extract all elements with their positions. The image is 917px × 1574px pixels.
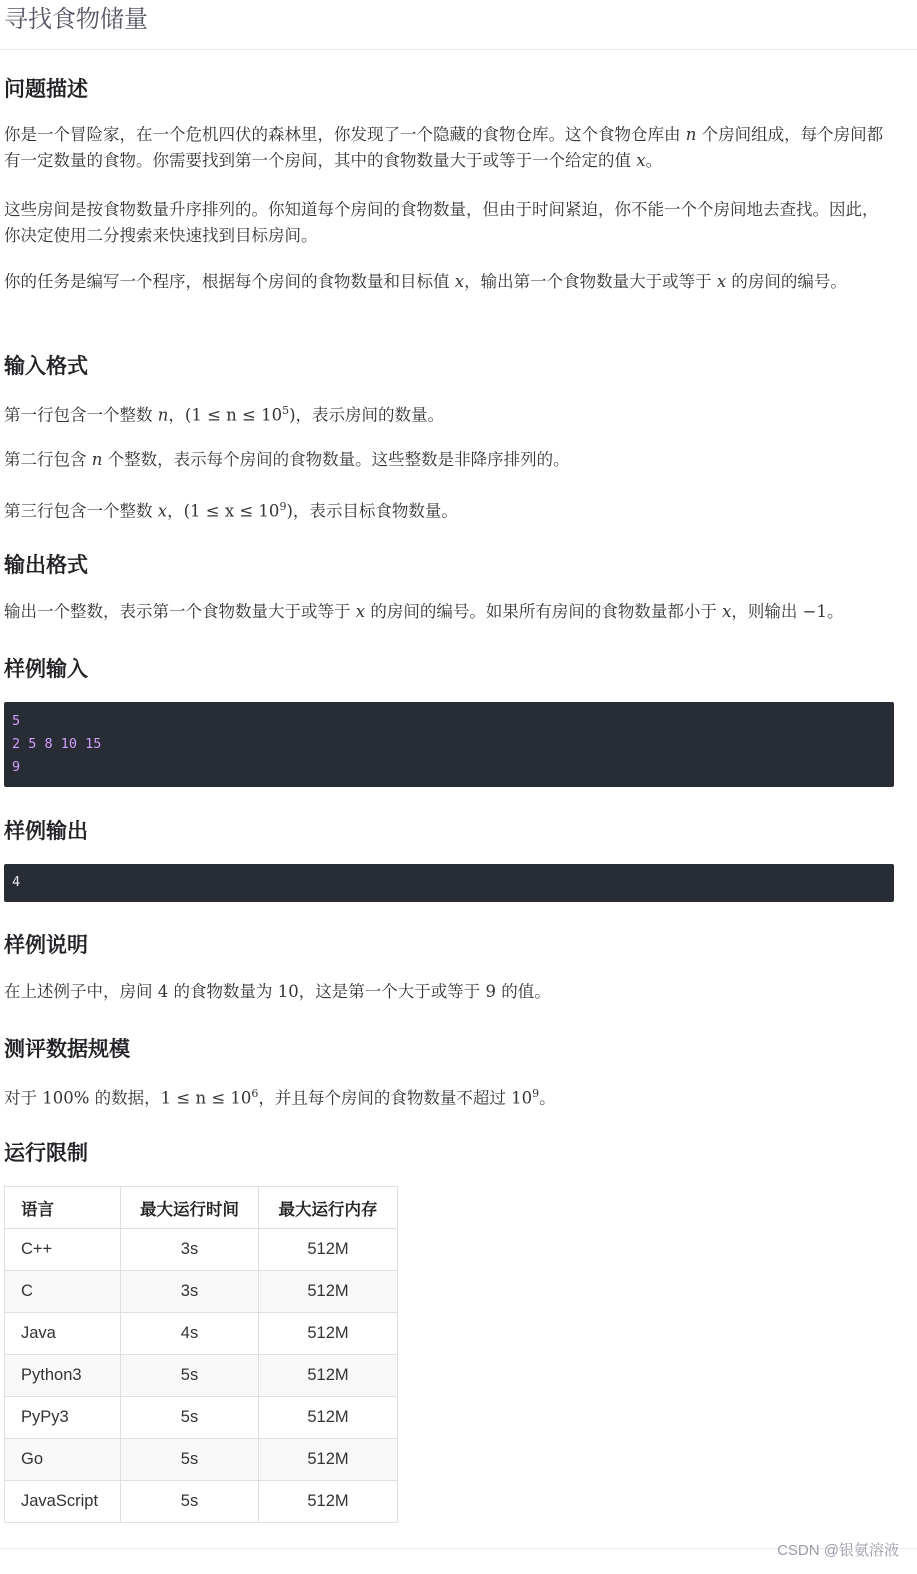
- sample-input-code-block[interactable]: [4, 702, 894, 787]
- cell-language: PyPy3: [5, 1397, 121, 1439]
- description-paragraph-1: 你是一个冒险家，在一个危机四伏的森林里，你发现了一个隐藏的食物仓库。这个食物仓库由 n 个房间组成，每个房间都有一定数量的食物。你需要找到第一个房间，其中的食物数量大于或等于一个给定的值 x。: [4, 125, 884, 170]
- cell-memory: 512M: [259, 1313, 398, 1355]
- code-line: 2 5 8 10 15: [12, 736, 102, 752]
- table-header-row: [5, 1187, 398, 1229]
- code-line: 9: [12, 759, 21, 775]
- description-paragraph-2: 这些房间是按食物数量升序排列的。你知道每个房间的食物数量，但由于时间紧迫，你不能一个个房间地去查找。因此，你决定使用二分搜索来快速找到目标房间。: [4, 200, 879, 245]
- table-row: [5, 1313, 398, 1355]
- cell-memory: 512M: [259, 1481, 398, 1523]
- table-row: [5, 1439, 398, 1481]
- sample-output-code-block[interactable]: [4, 864, 894, 902]
- cell-language: C++: [5, 1229, 121, 1271]
- cell-time: 4s: [121, 1313, 259, 1355]
- table-row: [5, 1355, 398, 1397]
- table-row: [5, 1397, 398, 1439]
- input-line-1: 第一行包含一个整数 n，$(1 \le n \le 10^5)$，表示房间的数量。: [4, 404, 445, 425]
- input-line-3: 第三行包含一个整数 x，$(1 \le x \le 10^9)$，表示目标食物数量。: [4, 500, 458, 521]
- sample-explanation-text: 在上述例子中，房间 4 的食物数量为 10，这是第一个大于或等于 9 的值。: [4, 982, 551, 1001]
- input-line-2: 第二行包含 n 个整数，表示每个房间的食物数量。这些整数是非降序排列的。: [4, 450, 570, 469]
- limits-table: [4, 1186, 398, 1523]
- sample-explanation-heading: 样例说明: [4, 933, 88, 957]
- limits-heading: 运行限制: [4, 1141, 88, 1165]
- output-format-heading: 输出格式: [4, 553, 88, 577]
- table-row: [5, 1229, 398, 1271]
- cell-memory: 512M: [259, 1271, 398, 1313]
- cell-time: 5s: [121, 1439, 259, 1481]
- table-row: [5, 1271, 398, 1313]
- description-heading: 问题描述: [4, 77, 88, 101]
- code-line: 5: [12, 713, 21, 729]
- csdn-watermark: CSDN @银氨溶液: [777, 1542, 899, 1559]
- column-header-language: 语言: [5, 1187, 121, 1229]
- input-format-heading: 输入格式: [4, 354, 88, 378]
- cell-time: 3s: [121, 1229, 259, 1271]
- cell-language: Java: [5, 1313, 121, 1355]
- cell-time: 5s: [121, 1481, 259, 1523]
- cell-time: 3s: [121, 1271, 259, 1313]
- sample-output-heading: 样例输出: [4, 819, 88, 843]
- output-format-text: 输出一个整数，表示第一个食物数量大于或等于 x 的房间的编号。如果所有房间的食物数量都小于 x，则输出 −1。: [4, 602, 844, 621]
- page-title: 寻找食物储量: [4, 5, 148, 33]
- data-scale-heading: 测评数据规模: [4, 1037, 130, 1061]
- column-header-time: 最大运行时间: [121, 1187, 259, 1229]
- cell-memory: 512M: [259, 1439, 398, 1481]
- cell-memory: 512M: [259, 1397, 398, 1439]
- data-scale-text: 对于 100% 的数据，$1 \le n \le 10^6$，并且每个房间的食物数量不超过 $10^9$。: [4, 1087, 556, 1108]
- cell-memory: 512M: [259, 1355, 398, 1397]
- code-line: 4: [12, 874, 21, 890]
- sample-input-heading: 样例输入: [4, 657, 88, 681]
- description-paragraph-3: 你的任务是编写一个程序，根据每个房间的食物数量和目标值 x，输出第一个食物数量大于或等于 x 的房间的编号。: [4, 272, 847, 291]
- title-divider: [0, 49, 917, 50]
- cell-language: Go: [5, 1439, 121, 1481]
- cell-memory: 512M: [259, 1229, 398, 1271]
- column-header-memory: 最大运行内存: [259, 1187, 398, 1229]
- cell-language: JavaScript: [5, 1481, 121, 1523]
- cell-language: Python3: [5, 1355, 121, 1397]
- table-row: [5, 1481, 398, 1523]
- cell-language: C: [5, 1271, 121, 1313]
- cell-time: 5s: [121, 1397, 259, 1439]
- cell-time: 5s: [121, 1355, 259, 1397]
